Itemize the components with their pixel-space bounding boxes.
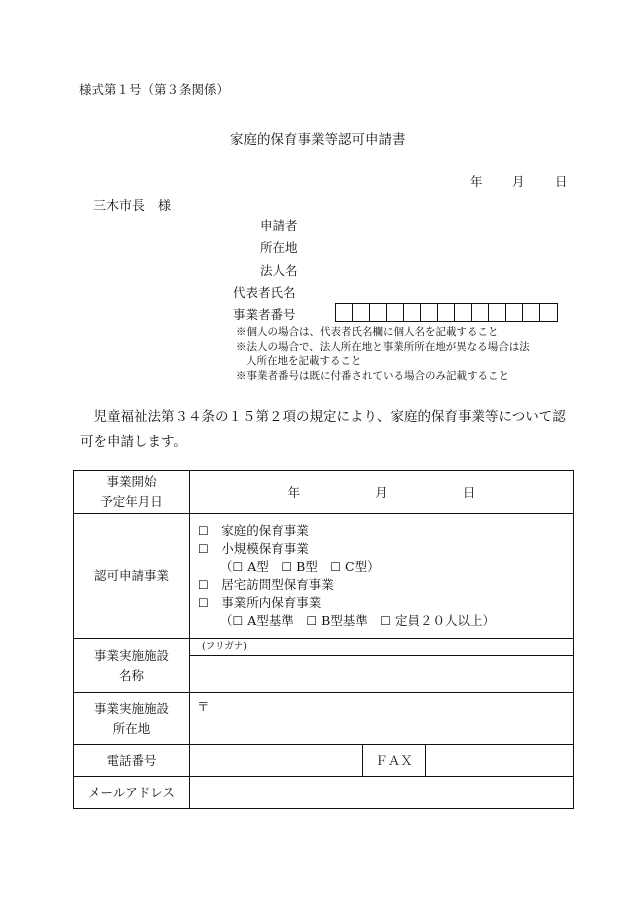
digit-box[interactable] — [404, 304, 421, 321]
email-label: メールアドレス — [74, 777, 190, 809]
checkbox-icon[interactable]: ☐ — [232, 560, 244, 574]
checkbox-icon[interactable]: ☐ — [198, 542, 209, 556]
digit-box[interactable] — [472, 304, 489, 321]
checkbox-icon[interactable]: ☐ — [198, 524, 209, 538]
business-number-input[interactable] — [335, 303, 558, 322]
phone-field[interactable] — [190, 745, 363, 777]
digit-box[interactable] — [370, 304, 387, 321]
digit-box[interactable] — [336, 304, 353, 321]
checkbox-icon[interactable]: ☐ — [198, 578, 209, 592]
note-corporate-cont: 人所在地を記載すること — [246, 355, 362, 367]
facility-name-field[interactable] — [190, 639, 574, 693]
addressee: 三木市長 様 — [93, 199, 172, 214]
representative-label: 代表者氏名 — [233, 285, 296, 300]
digit-box[interactable] — [489, 304, 506, 321]
digit-box[interactable] — [523, 304, 540, 321]
digit-box[interactable] — [421, 304, 438, 321]
facility-address-field[interactable] — [190, 693, 574, 745]
digit-box[interactable] — [353, 304, 370, 321]
business-number-label: 事業者番号 — [233, 307, 296, 322]
small-scale-subtypes: （☐ A型 ☐ B型 ☐ C型） — [220, 559, 380, 574]
digit-box[interactable] — [506, 304, 523, 321]
start-date-field[interactable] — [190, 471, 574, 514]
digit-box[interactable] — [455, 304, 472, 321]
digit-box[interactable] — [540, 304, 557, 321]
checkbox-icon[interactable]: ☐ — [198, 596, 209, 610]
checkbox-icon[interactable]: ☐ — [306, 614, 318, 628]
date-month-label: 月 — [512, 174, 525, 189]
date-year-label: 年 — [470, 174, 483, 189]
option-small-scale[interactable]: ☐ 小規模保育事業 — [198, 541, 309, 556]
form-number: 様式第１号（第３条関係） — [79, 82, 230, 97]
date-day-label: 日 — [555, 174, 568, 189]
phone-label: 電話番号 — [74, 745, 190, 777]
checkbox-icon[interactable]: ☐ — [330, 560, 342, 574]
fax-label: ＦＡＸ — [363, 745, 426, 777]
facility-address-label: 事業実施施設 所在地 — [74, 693, 190, 745]
email-field[interactable] — [190, 777, 574, 809]
workplace-subtypes: （☐ A型基準 ☐ B型基準 ☐ 定員２０人以上） — [220, 613, 496, 628]
start-day-label: 日 — [462, 485, 476, 500]
application-statement: 児童福祉法第３４条の１５第２項の規定により、家庭的保育事業等について認可を申請します。 — [80, 409, 566, 450]
digit-box[interactable] — [438, 304, 455, 321]
note-individual: ※個人の場合は、代表者氏名欄に個人名を記載すること — [236, 326, 499, 338]
email-row — [74, 777, 574, 809]
start-year-label: 年 — [287, 485, 301, 500]
business-type-options — [190, 514, 574, 639]
note-corporate: ※法人の場合で、法人所在地と事業所所在地が異なる場合は法 — [236, 341, 530, 353]
postal-mark: 〒 — [197, 699, 210, 714]
option-home-childcare[interactable]: ☐ 家庭的保育事業 — [198, 523, 309, 538]
address-label: 所在地 — [260, 240, 298, 255]
corporate-name-label: 法人名 — [260, 263, 298, 278]
start-date-row — [74, 471, 574, 514]
document-title: 家庭的保育事業等認可申請書 — [230, 132, 406, 148]
facility-name-label: 事業実施施設 名称 — [74, 639, 190, 693]
checkbox-icon[interactable]: ☐ — [232, 614, 244, 628]
facility-address-row — [74, 693, 574, 745]
digit-box[interactable] — [387, 304, 404, 321]
option-home-visit[interactable]: ☐ 居宅訪問型保育事業 — [198, 577, 334, 592]
checkbox-icon[interactable]: ☐ — [281, 560, 293, 574]
phone-row — [74, 745, 574, 777]
start-month-label: 月 — [375, 485, 388, 500]
option-workplace[interactable]: ☐ 事業所内保育事業 — [198, 595, 322, 610]
application-table — [73, 470, 574, 809]
checkbox-icon[interactable]: ☐ — [380, 614, 392, 628]
start-date-label: 事業開始 予定年月日 — [74, 471, 190, 514]
business-type-label: 認可申請事業 — [74, 514, 190, 639]
applicant-label: 申請者 — [260, 218, 298, 233]
fax-field[interactable] — [426, 745, 574, 777]
note-business-number: ※事業者番号は既に付番されている場合のみ記載すること — [236, 370, 509, 382]
furigana-label: (フリガナ) — [190, 639, 573, 656]
facility-name-row — [74, 639, 574, 693]
business-type-row — [74, 514, 574, 639]
